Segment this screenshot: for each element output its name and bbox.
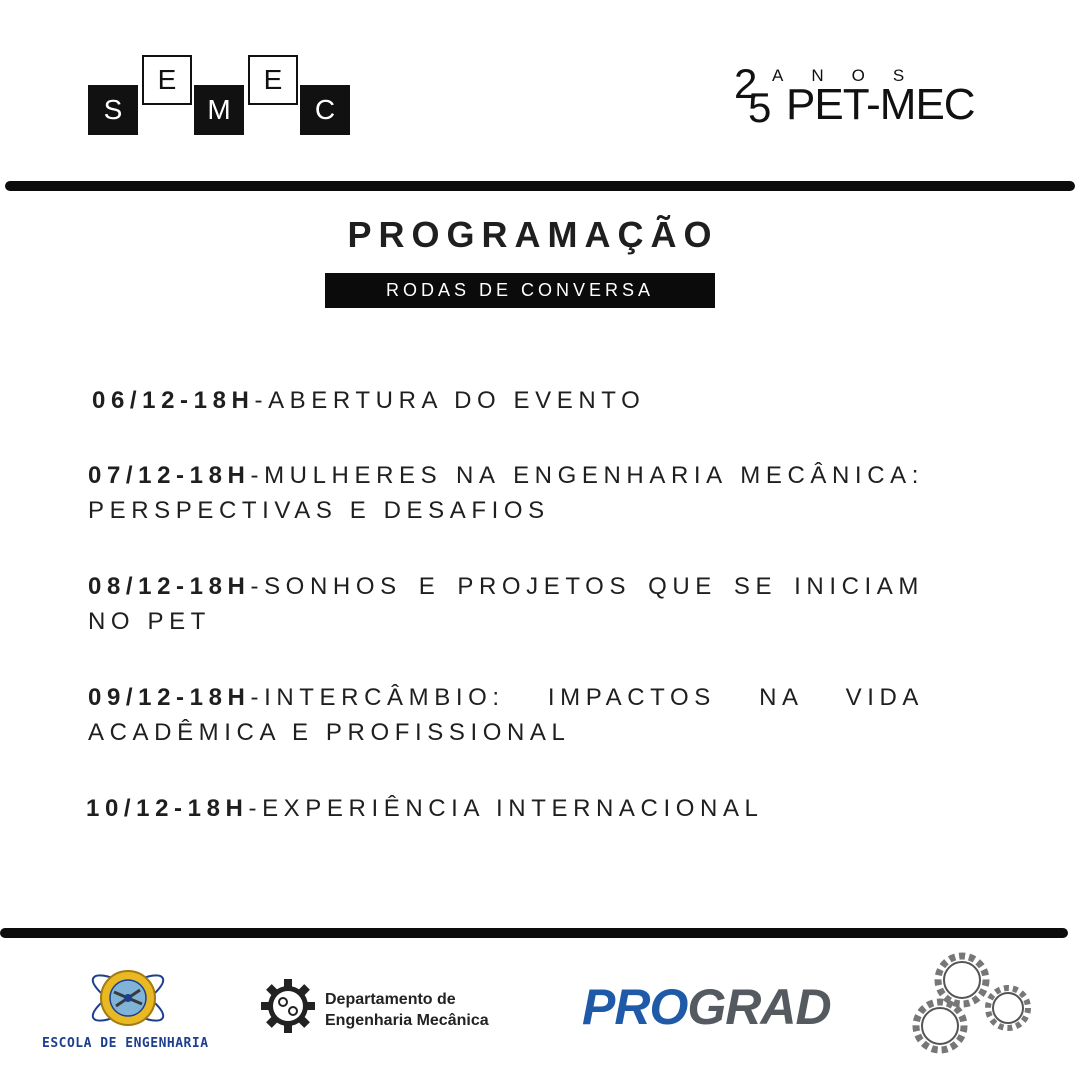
escola-engenharia-emblem-icon [82,962,174,1034]
schedule-date: 10/12-18H [86,795,249,822]
schedule-item [92,383,928,418]
schedule-date: 09/12-18H [88,684,251,711]
schedule-date: 07/12-18H [88,462,251,489]
prograd-grad: GRAD [687,979,831,1035]
departamento-line-2: Engenharia Mecânica [325,1012,489,1029]
semec-letter-m: M [194,85,244,135]
semec-letter-e2: E [248,55,298,105]
schedule-item [88,569,924,639]
departamento-line-1: Departamento de [325,991,456,1008]
petmec-name: PET-MEC [786,80,975,129]
gear-icon [260,978,316,1034]
prograd-logo [582,978,831,1036]
subtitle-text: RODAS DE CONVERSA [385,280,655,300]
bottom-divider [0,928,1068,938]
schedule-date: 06/12-18H [92,387,255,414]
pet-mec-25-anos-logo [730,62,1000,132]
semec-letter-c: C [300,85,350,135]
schedule-text: -ABERTURA DO EVENTO [254,387,646,414]
schedule-item [86,791,922,826]
schedule-text: -MULHERES NA ENGENHARIA MECÂNICA: PERSPECTIVAS E DESAFIOS [88,462,924,524]
departamento-label [325,989,489,1031]
petmec-number-5: 5 [748,84,772,131]
petmec-number-2: 2 [734,60,758,107]
subtitle-banner [325,273,715,308]
schedule-text: -SONHOS E PROJETOS QUE SE INICIAM NO PET [88,573,924,635]
schedule-text: -INTERCÂMBIO: IMPACTOS NA VIDA ACADÊMICA E PROFISSIONAL [88,684,924,746]
semec-letter-e1: E [142,55,192,105]
schedule-item [88,680,924,750]
page-title: PROGRAMAÇÃO [347,214,719,255]
schedule-item [88,458,924,528]
semec-letter-s: S [88,85,138,135]
semec-logo [88,55,353,137]
top-divider [5,181,1075,191]
escola-engenharia-label: ESCOLA DE ENGENHARIA [42,1036,209,1051]
schedule-date: 08/12-18H [88,573,251,600]
petmec-anos: ANOS [772,66,933,85]
pet-mec-uff-gears-icon [910,952,1034,1058]
prograd-pro: PRO [582,979,688,1035]
schedule-text: -EXPERIÊNCIA INTERNACIONAL [248,795,764,822]
